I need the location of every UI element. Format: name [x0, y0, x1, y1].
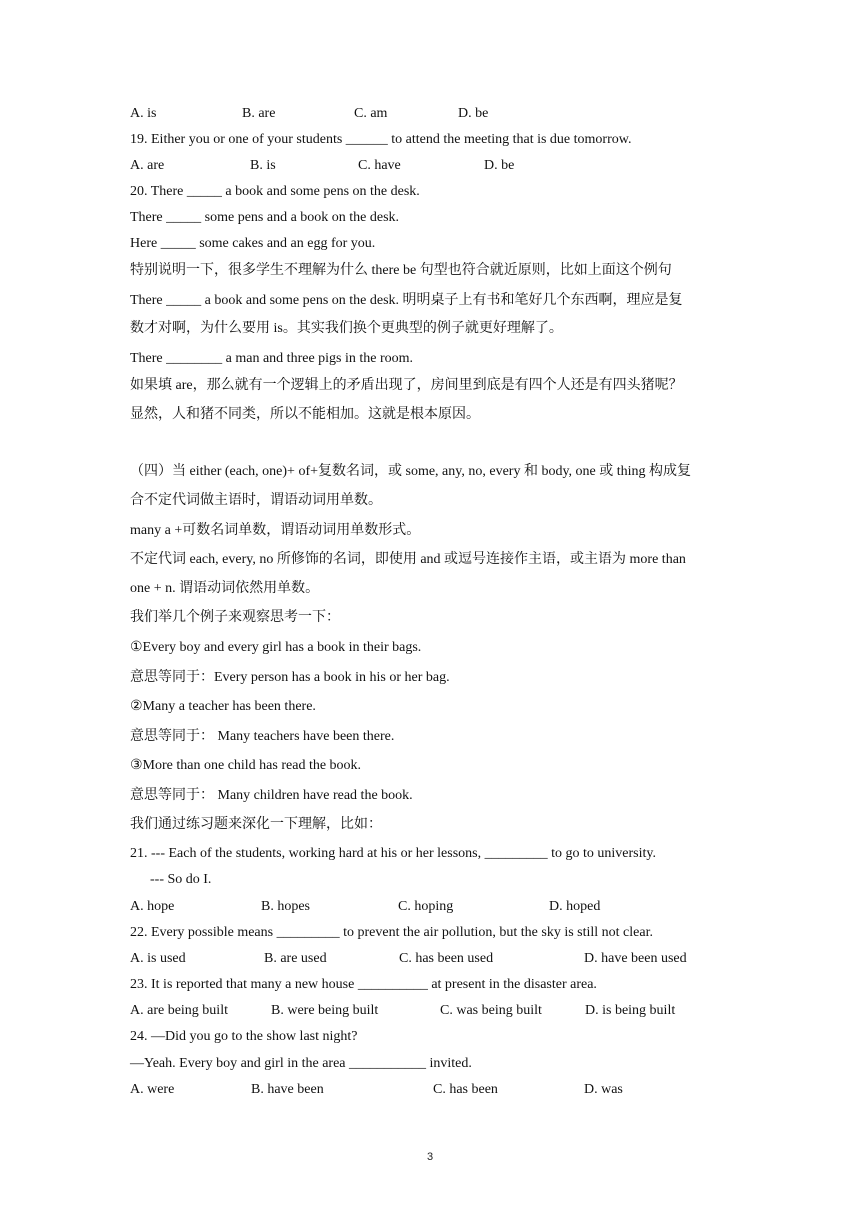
- q22-option-d: D. have been used: [584, 951, 687, 966]
- section4-line: 意思等同于：Every person has a book in his or her bag.: [130, 670, 450, 685]
- q20-line: There _____ some pens and a book on the desk.: [130, 210, 400, 225]
- q23-option-b: B. were being built: [271, 1003, 379, 1018]
- q19-option-a: A. are: [130, 158, 165, 173]
- q22-option-a: A. is used: [130, 951, 186, 966]
- q19-question: 19. Either you or one of your students ______ to attend the meeting that is due tomorrow.: [130, 132, 632, 147]
- q18-option-a: A. is: [130, 106, 157, 121]
- q20-line: 20. There _____ a book and some pens on the desk.: [130, 184, 420, 199]
- explanation-line: 显然，人和猪不同类，所以不能相加。这就是根本原因。: [130, 407, 480, 422]
- explanation-line: There _____ a book and some pens on the desk. 明明桌子上有书和笔好几个东西啊，理应是复: [130, 293, 683, 308]
- q22-question: 22. Every possible means _________ to prevent the air pollution, but the sky is still not clear.: [130, 925, 653, 940]
- q18-option-c: C. am: [354, 106, 388, 121]
- q20-line: Here _____ some cakes and an egg for you.: [130, 236, 376, 251]
- q22-option-c: C. has been used: [399, 951, 494, 966]
- q19-option-d: D. be: [484, 158, 515, 173]
- q23-option-d: D. is being built: [585, 1003, 676, 1018]
- section4-line: 意思等同于： Many children have read the book.: [130, 788, 413, 803]
- explanation-line: There ________ a man and three pigs in the room.: [130, 351, 414, 366]
- q21-option-a: A. hope: [130, 899, 175, 914]
- q24-question: 24. —Did you go to the show last night?: [130, 1029, 358, 1044]
- section4-line: many a +可数名词单数，谓语动词用单数形式。: [130, 523, 421, 538]
- q24-option-b: B. have been: [251, 1082, 324, 1097]
- q23-option-c: C. was being built: [440, 1003, 542, 1018]
- q21-question: 21. --- Each of the students, working hard at his or her lessons, _________ to go to university.: [130, 846, 656, 861]
- q19-option-c: C. have: [358, 158, 401, 173]
- q24-option-c: C. has been: [433, 1082, 498, 1097]
- section4-line: one + n. 谓语动词依然用单数。: [130, 581, 320, 596]
- q23-question: 23. It is reported that many a new house __________ at present in the disaster area.: [130, 977, 597, 992]
- explanation-line: 数才对啊，为什么要用 is。其实我们换个更典型的例子就更好理解了。: [130, 321, 563, 336]
- explanation-line: 如果填 are，那么就有一个逻辑上的矛盾出现了，房间里到底是有四个人还是有四头猪呢？: [130, 378, 683, 393]
- explanation-line: 特别说明一下，很多学生不理解为什么 there be 句型也符合就近原则，比如上面这个例句: [130, 263, 672, 278]
- section4-line: ①Every boy and every girl has a book in their bags.: [130, 640, 422, 655]
- section4-line: 合不定代词做主语时，谓语动词用单数。: [130, 493, 382, 508]
- section4-line: 不定代词 each, every, no 所修饰的名词，即使用 and 或逗号连接作主语，或主语为 more than: [130, 552, 686, 567]
- q19-option-b: B. is: [250, 158, 276, 173]
- q21-reply: --- So do I.: [150, 872, 212, 887]
- q24-option-a: A. were: [130, 1082, 175, 1097]
- q18-option-d: D. be: [458, 106, 489, 121]
- section4-line: （四）当 either (each, one)+ of+复数名词，或 some, any, no, every 和 body, one 或 thing 构成复: [130, 464, 692, 479]
- q21-option-c: C. hoping: [398, 899, 454, 914]
- q21-option-d: D. hoped: [549, 899, 601, 914]
- section4-line: 我们举几个例子来观察思考一下：: [130, 610, 340, 625]
- section4-line: 意思等同于： Many teachers have been there.: [130, 729, 395, 744]
- q18-option-b: B. are: [242, 106, 276, 121]
- page-number: 3: [426, 1151, 434, 1163]
- section4-line: ②Many a teacher has been there.: [130, 699, 316, 714]
- q21-option-b: B. hopes: [261, 899, 310, 914]
- section4-line: ③More than one child has read the book.: [130, 758, 362, 773]
- q22-option-b: B. are used: [264, 951, 327, 966]
- q24-option-d: D. was: [584, 1082, 623, 1097]
- q24-reply: —Yeah. Every boy and girl in the area ___________ invited.: [130, 1056, 472, 1071]
- section4-line: 我们通过练习题来深化一下理解，比如：: [130, 817, 382, 832]
- q23-option-a: A. are being built: [130, 1003, 228, 1018]
